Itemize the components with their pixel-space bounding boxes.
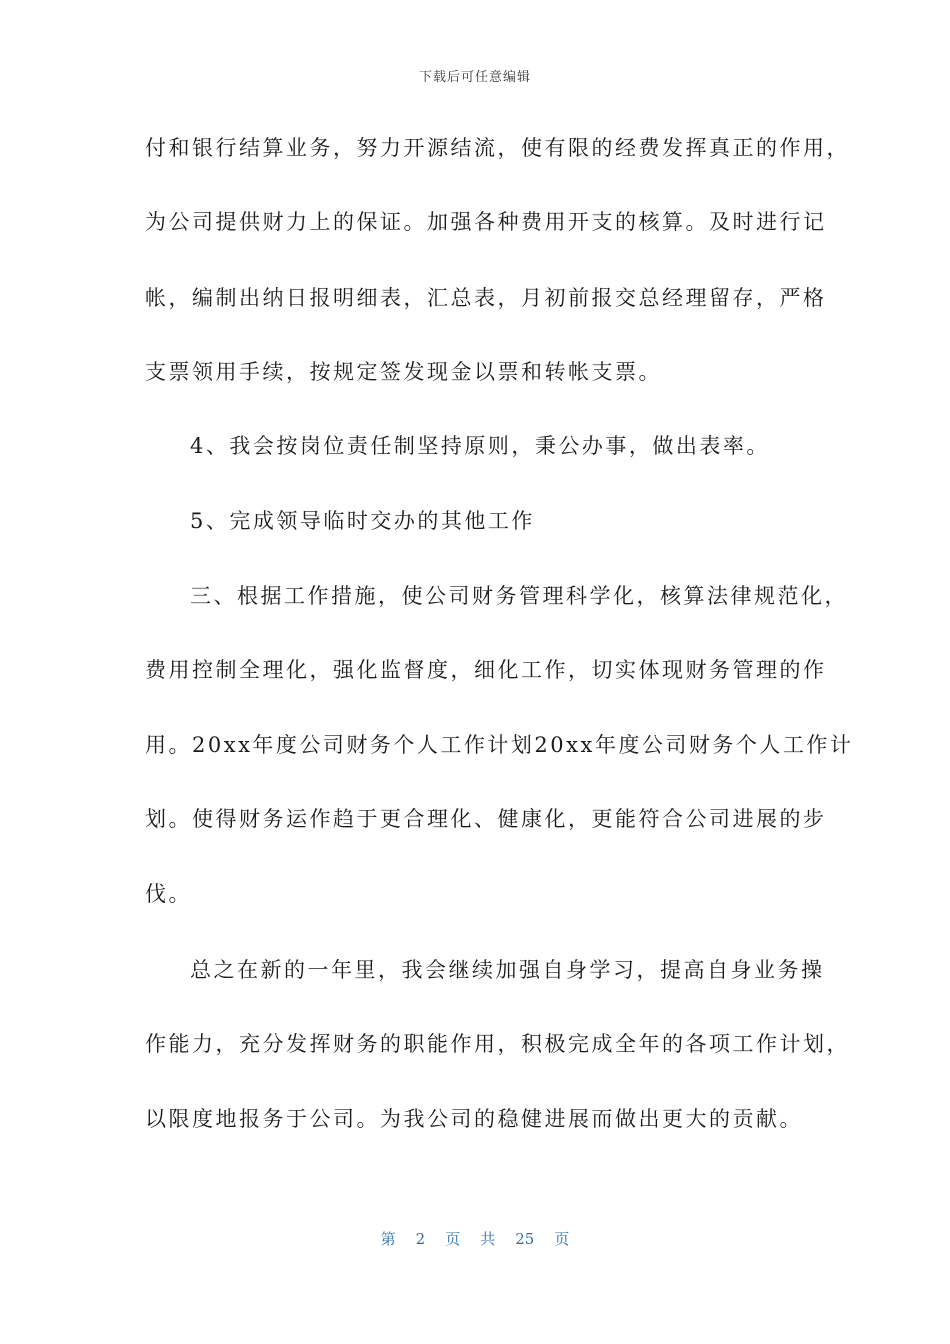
text-line: 费用控制全理化，强化监督度，细化工作，切实体现财务管理的作 xyxy=(145,658,827,682)
page-label: 第 xyxy=(380,1230,396,1248)
text-line: 划。使得财务运作趋于更合理化、健康化，更能符合公司进展的步 xyxy=(145,807,827,831)
text-line: 用。20xx年度公司财务个人工作计划20xx年度公司财务个人工作计 xyxy=(145,733,854,757)
total-suffix: 页 xyxy=(554,1230,570,1248)
text-line: 以限度地报务于公司。为我公司的稳健进展而做出更大的贡献。 xyxy=(145,1107,803,1131)
total-label: 共 xyxy=(480,1230,496,1248)
text-line: 5、完成领导临时交办的其他工作 xyxy=(190,509,535,533)
page-number: 2 xyxy=(415,1230,426,1248)
text-line: 帐，编制出纳日报明细表，汇总表，月初前报交总经理留存，严格 xyxy=(145,286,827,310)
page-suffix: 页 xyxy=(445,1230,461,1248)
text-line: 4、我会按岗位责任制坚持原则，秉公办事，做出表率。 xyxy=(190,434,770,458)
text-line: 作能力，充分发挥财务的职能作用，积极完成全年的各项工作计划， xyxy=(145,1032,850,1056)
text-line: 总之在新的一年里，我会继续加强自身学习，提高自身业务操 xyxy=(190,958,825,982)
total-pages: 25 xyxy=(515,1230,535,1248)
page-header: 下载后可任意编辑 xyxy=(418,70,531,85)
text-line: 为公司提供财力上的保证。加强各种费用开支的核算。及时进行记 xyxy=(145,210,827,234)
page-footer xyxy=(0,1228,950,1249)
text-line: 伐。 xyxy=(145,882,192,906)
text-line: 三、根据工作措施，使公司财务管理科学化，核算法律规范化， xyxy=(190,584,848,608)
text-line: 支票领用手续，按规定签发现金以票和转帐支票。 xyxy=(145,360,662,384)
text-line: 付和银行结算业务，努力开源结流，使有限的经费发挥真正的作用， xyxy=(145,136,850,160)
